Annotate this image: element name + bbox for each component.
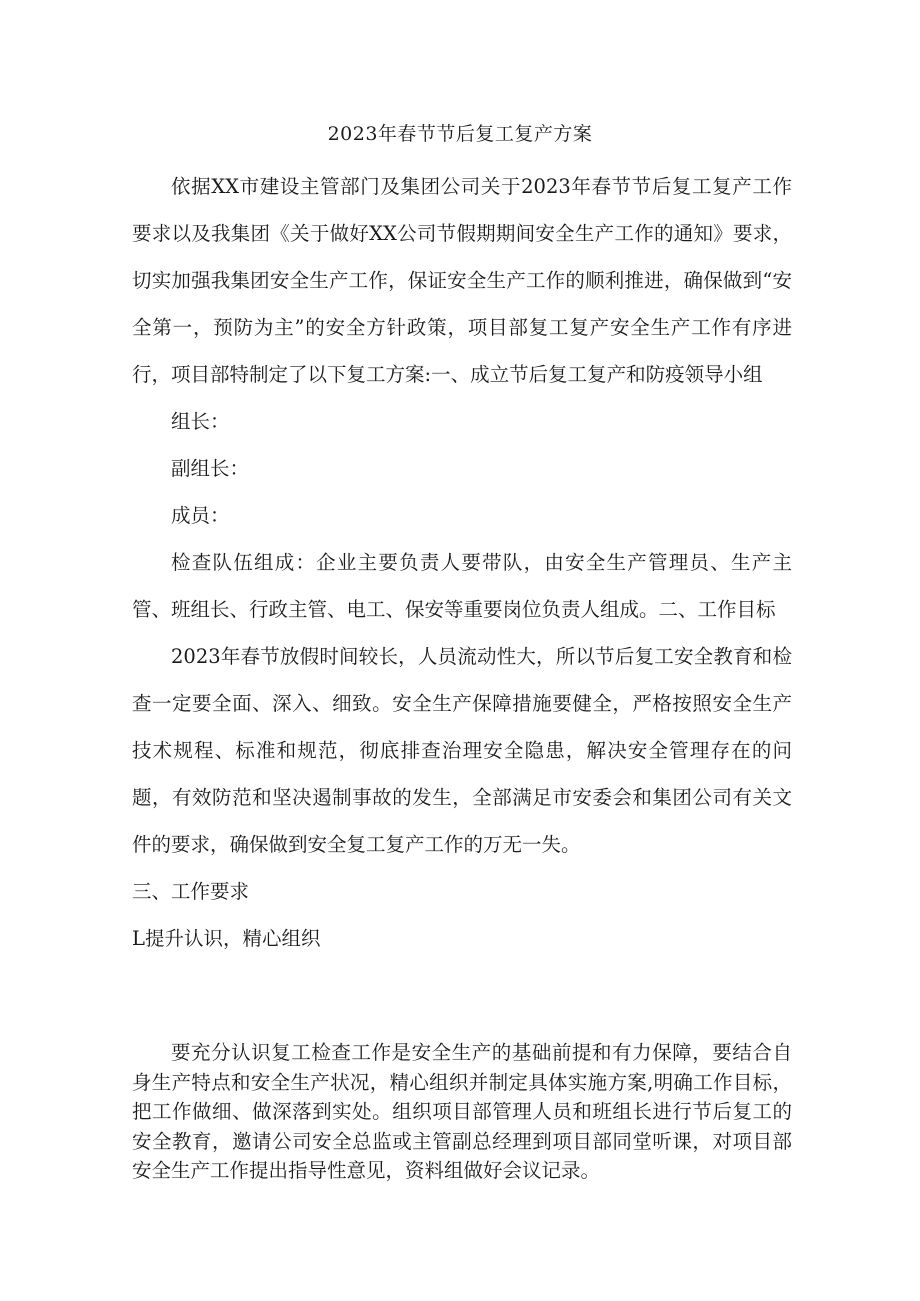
intro-paragraph: 依据XX市建设主管部门及集团公司关于2023年春节节后复工复产工作要求以及我集团《关于做好XX公司节假期期间安全生产工作的通知》要求，切实加强我集团安全生产工作，保证安全生产工作的顺利推进，确保做到“安全第一，预防为主”的安全方针政策，项目部复工复产安全生产工作有序进行，项目部特制定了以下复工方案:一、成立节后复工复产和防疫领导小组 (132, 175, 792, 386)
work-goal-paragraph: 2023年春节放假时间较长，人员流动性大，所以节后复工安全教育和检查一定要全面、深入、细致。安全生产保障措施要健全，严格按照安全生产技术规程、标准和规范，彻底排查治理安全隐患，解决安全管理存在的问题，有效防范和坚决遏制事故的发生，全部满足市安委会和集团公司有关文件的要求，确保做到安全复工复产工作的万无一失。 (132, 645, 792, 856)
document-body-continued (132, 1038, 792, 1186)
members-line: 成员： (171, 504, 230, 527)
sub-heading: L提升认识，精心组织 (132, 927, 321, 950)
inspection-team-paragraph: 检查队伍组成：企业主要负责人要带队，由安全生产管理员、生产主管、班组长、行政主管、电工、保安等重要岗位负责人组成。二、工作目标 (132, 551, 792, 621)
document-body (132, 163, 792, 962)
section-heading: 三、工作要求 (132, 880, 250, 903)
final-paragraph: 要充分认识复工检查工作是安全生产的基础前提和有力保障，要结合自身生产特点和安全生产状况，精心组织并制定具体实施方案,明确工作目标，把工作做细、做深落到实处。组织项目部管理人员和班组长进行节后复工的安全教育，邀请公司安全总监或主管副总经理到项目部同堂听课，对项目部安全生产工作提出指导性意见，资料组做好会议记录。 (132, 1041, 792, 1182)
deputy-leader-line: 副组长： (171, 457, 250, 480)
leader-line: 组长： (171, 410, 230, 433)
document-title: 2023年春节节后复工复产方案 (327, 123, 593, 145)
